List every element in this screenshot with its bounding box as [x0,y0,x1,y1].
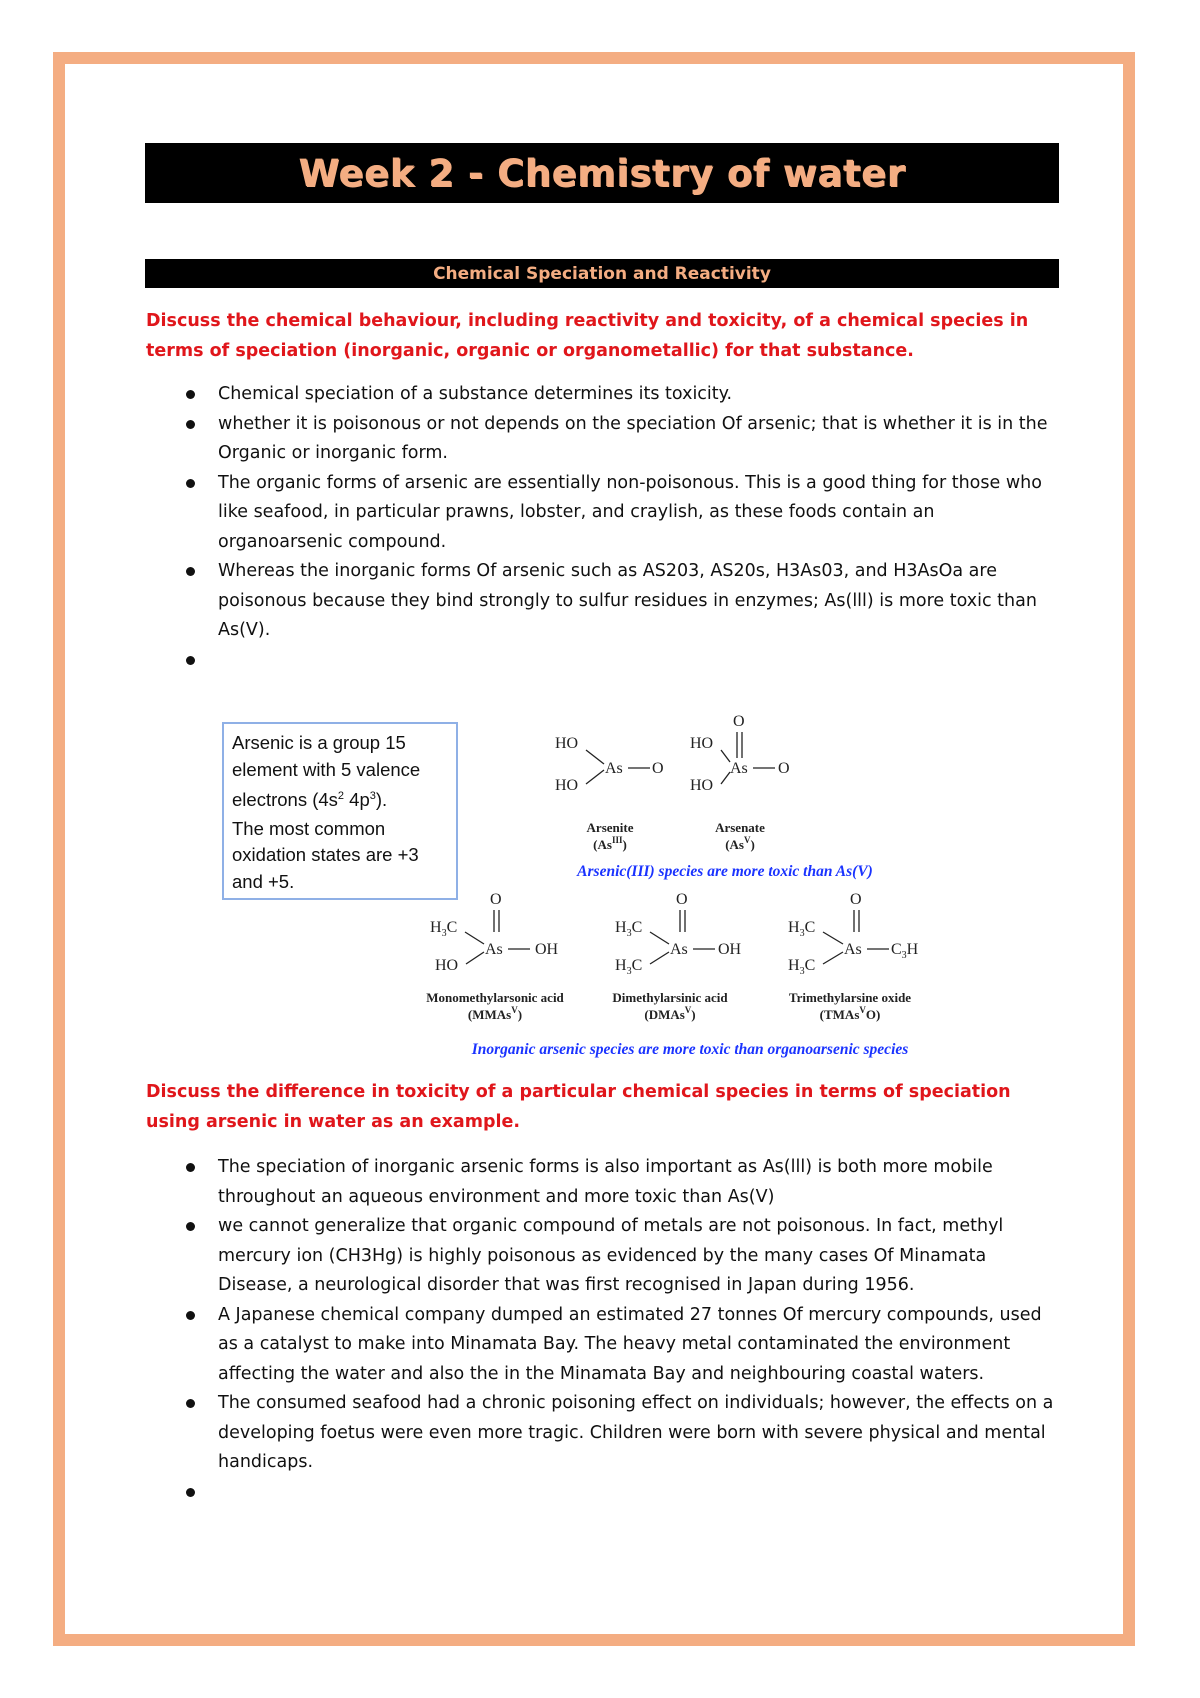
caption-inorganic-vs-organic: Inorganic arsenic species are more toxic than organoarsenic species [471,1041,909,1058]
svg-text:O: O [490,891,502,908]
bullet-icon [186,1222,195,1231]
tmas-structure [788,891,919,977]
bullet-text [218,650,224,670]
bullet-list-2 [146,1153,1056,1507]
bullet-icon [186,1399,195,1408]
list-item [146,380,1056,410]
svg-text:HO: HO [555,777,579,794]
svg-text:OH: OH [718,941,742,958]
bullet-icon [186,1163,195,1172]
svg-text:As: As [605,760,623,777]
svg-text:As: As [485,941,503,958]
svg-text:(DMAsV): (DMAs$^V$) [644,1005,696,1022]
arsenate-label [715,820,765,852]
arsenite-structure [555,735,664,794]
list-item [146,469,1056,558]
section-banner [145,259,1059,288]
arsenic-species-diagram [426,712,1000,1062]
mmas-label [426,990,564,1022]
svg-text:(MMAsV): (MMAs$^V$) [467,1005,523,1022]
bullet-icon [186,390,195,399]
svg-text:(TMAsVO): (TMAs$^V$O) [819,1005,881,1022]
bullet-icon [186,479,195,488]
bullet-text [218,1482,224,1502]
mmas-structure [430,891,559,974]
svg-text:Trimethylarsine oxide: Trimethylarsine oxide [788,990,912,1005]
bullet-icon [186,1488,195,1497]
bullet-text: The organic forms of arsenic are essentially non-poisonous. This is a good thing for those who like seafood, in particular prawns, lobster, and craylish, as these foods contain an organoarsenic compound. [218,472,1042,552]
svg-text:O: O [676,891,688,908]
svg-text:H3C: $H_3C$ [430,919,458,939]
svg-text:As: As [844,941,862,958]
dmas-structure [615,891,742,977]
svg-text:H3C: $H_3C$ [615,919,643,939]
svg-text:Arsenite: Arsenite [586,820,634,835]
list-item [146,1478,1056,1508]
bullet-icon [186,656,195,665]
svg-text:HO: HO [690,735,714,752]
section-heading: Chemical Speciation and Reactivity [433,263,771,284]
arsenite-label [587,820,634,852]
svg-text:HO: HO [690,777,714,794]
svg-text:H3C: $H_3C$ [788,919,816,939]
caption-as3-vs-as5: Arsenic(III) species are more toxic than As(V) [577,863,873,880]
list-item [146,1301,1056,1390]
svg-text:Arsenate: Arsenate [715,820,765,835]
question-2: Discuss the difference in toxicity of a particular chemical species in terms of speciation using arsenic in water as an example. [146,1082,1011,1132]
svg-text:O: O [733,713,745,730]
svg-text:(AsV): $(As^V)$ [725,835,755,852]
info-line-2: The most common oxidation states are +3 and +5. [232,817,419,892]
svg-text:H3C: $H_3C$ [788,957,816,977]
svg-text:HO: HO [435,957,459,974]
svg-text:Dimethylarsinic acid: Dimethylarsinic acid [612,990,728,1005]
bullet-icon [186,420,195,429]
arsenate-structure [690,713,790,794]
arsenic-info-box [222,722,458,900]
svg-text:As: As [670,941,688,958]
svg-text:(AsIII): $(As^{III})$ [593,835,627,852]
svg-text:C3H: $C_3H$ [891,941,919,961]
bullet-list-1 [146,380,1056,675]
list-item [146,1389,1056,1478]
bullet-text: The speciation of inorganic arsenic forms is also important as As(lll) is both more mobile throughout an aqueous environment and more toxic than As(V) [218,1157,993,1207]
bullet-text: A Japanese chemical company dumped an estimated 27 tonnes Of mercury compounds, used as a catalyst to make into Minamata Bay. The heavy metal contaminated the environment affecting the water and also the in the Minamata Bay and neighbouring coastal waters. [218,1304,1042,1384]
page-title: Week 2 - Chemistry of water [298,151,906,195]
tmas-label [789,990,911,1022]
svg-text:OH: OH [535,941,559,958]
question-1: Discuss the chemical behaviour, including reactivity and toxicity, of a chemical species in terms of speciation (inorganic, organic or organometallic) for that substance. [146,311,1029,361]
info-line-1: Arsenic is a group 15 element with 5 valence electrons ($4s^2$ $4p^3$). [232,732,421,811]
list-item [146,1212,1056,1301]
svg-text:H3C: $H_3C$ [615,957,643,977]
dmas-label [612,990,728,1022]
bullet-text: we cannot generalize that organic compound of metals are not poisonous. In fact, methyl mercury ion (CH3Hg) is highly poisonous as evidenced by the many cases Of Minamata Disease, a neurological disorder that was first recognised in Japan during 1956. [218,1216,1004,1295]
svg-text:Monomethylarsonic acid: Monomethylarsonic acid [426,990,564,1005]
list-item [146,1153,1056,1212]
svg-text:O: O [778,760,790,777]
svg-text:O: O [850,891,862,908]
bullet-text: Whereas the inorganic forms Of arsenic such as AS203, AS20s, H3As03, and H3AsOa are poisonous because they bind strongly to sulfur residues in enzymes; As(lll) is more toxic than As(V). [218,561,1037,640]
svg-text:HO: HO [555,735,579,752]
bullet-icon [186,567,195,576]
list-item [146,646,1056,676]
list-item [146,557,1056,646]
bullet-text: whether it is poisonous or not depends on the speciation Of arsenic; that is whether it is in the Organic or inorganic form. [218,413,1048,463]
bullet-text: Chemical speciation of a substance determines its toxicity. [218,384,733,404]
bullet-icon [186,1311,195,1320]
list-item [146,410,1056,469]
bullet-text: The consumed seafood had a chronic poisoning effect on individuals; however, the effects on a developing foetus were even more tragic. Children were born with severe physical and mental handicaps. [218,1393,1054,1472]
svg-text:O: O [652,760,664,777]
title-banner [145,143,1059,203]
svg-text:As: As [730,760,748,777]
